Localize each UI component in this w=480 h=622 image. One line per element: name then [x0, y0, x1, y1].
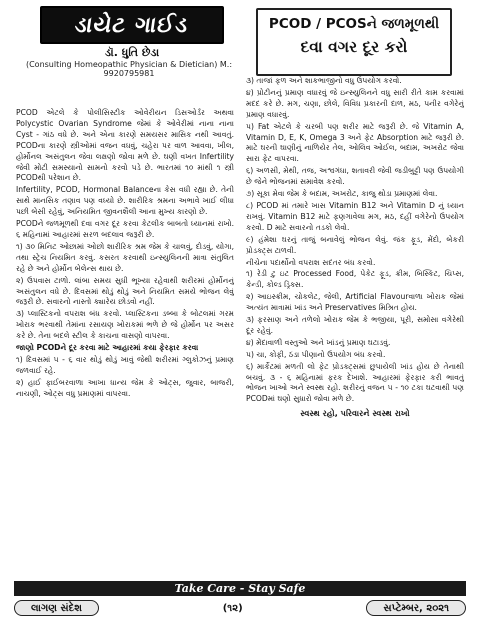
right-text-column [246, 76, 464, 574]
magazine-name: લાગણ સંદેશ [14, 600, 99, 616]
issue-date: સપ્ટેમ્બર, ૨૦૨૧ [366, 600, 466, 616]
paragraph: Infertility, PCOD, Hormonal Balanceના કેસ વધી રહ્યા છે. તેની સાથે માનસિક તણાવ પણ વધ્યો છે. શારીરિક શ્રમના અભાવે ખાઈ લીધા પછી બેસી રહેવું, અનિયમિત જીવનશૈલી આના મુખ્ય કારણો છે. [16, 185, 234, 217]
left-text-column [16, 108, 234, 578]
paragraph: ૯) હંમેશા ઘરનું તાજું બનાવેલું ભોજન લેવું. જંક ફૂડ, મેંદો, બેકરી પ્રોડક્ટ્સ ટાળવી. [246, 234, 464, 255]
paragraph: ૮) PCOD માં તમારે ખાસ Vitamin B12 અને Vitamin D નું ધ્યાન રાખવું. Vitamin B12 માટે ફણગાવેલા મગ, મઠ, દહીં વગેરેનો ઉપયોગ કરવો. D માટે સવારનો તડકો લેવો. [246, 200, 464, 232]
paragraph: ૧) રેડી ટુ ઇટ Processed Food, પેકેટ ફૂડ, ક્રીમ, બિસ્કિટ, ચિપ્સ, કેન્ડી, કોલ્ડ ડ્રિંક્સ. [246, 269, 464, 290]
paragraph: ૬) અળસી, મેથી, તજ, અશ્વગંધા, શતાવરી જેવી જડીબુટ્ટી પણ ઉપયોગી છે જેને ભોજનમાં સમાવેશ કરવો. [246, 166, 464, 187]
paragraph: ૨) ઉપવાસ ટાળો. લાંબા સમય સુધી ભૂખ્યા રહેવાથી શરીરમાં હોર્મોનનું અસંતુલન વધે છે. દિવસમાં થોડું થોડું અને નિયમિત સમયે ભોજન લેવું જરૂરી છે. સવારનો નાસ્તો ક્યારેય છોડવો નહીં. [16, 275, 234, 307]
diet-guide-banner [40, 6, 224, 44]
footer-slogan: Take Care - Stay Safe [174, 582, 306, 595]
paragraph: ૭) સૂકા મેવા જેમ કે બદામ, અખરોટ, કાજુ થોડા પ્રમાણમાં લેવા. [246, 189, 438, 199]
paragraph: ૫) ચા, કોફી, ઠંડા પીણાનો ઉપયોગ બંધ કરવો. [246, 349, 386, 359]
paragraph: ૨) આઇસ્ક્રીમ, ચોકલેટ, જેલી, Artificial Flavourવાળા ખોરાક જેમાં અત્યંત માત્રામાં ખાંડ અને Preservatives મિશ્રિત હોય. [246, 292, 464, 313]
paragraph: ૨) હાઈ ફાઈબરવાળા આખા ધાન્ય જેમ કે ઓટ્સ, જુવાર, બાજરી, નાચણી, ઓટ્સ વધુ પ્રમાણમાં વાપરવા. [16, 377, 234, 398]
paragraph: ૪) પ્રોટીનનું પ્રમાણ વધારવું જે ઇન્સ્યુલિનને વધુ સારી રીતે કામ કરવામાં મદદ કરે છે. મગ, ચણા, છોલે, વિવિધ પ્રકારની દાળ, મઠ, પનીર વગેરેનું પ્રમાણ વધારવું. [246, 87, 464, 119]
paragraph: ૧) દિવસમાં ૫ - ૬ વાર થોડું થોડું ખાવું જેથી શરીરમાં ગ્લુકોઝનું પ્રમાણ જળવાઈ રહે. [16, 354, 234, 375]
article-title-box [256, 8, 452, 76]
footer-slogan-band [14, 581, 466, 596]
paragraph: ૧) ૩૦ મિનિટ ઓછામાં ઓછો શારીરિક શ્રમ જેમ કે ચાલવું, દોડવું, યોગા, તથા સ્ટ્રેચ નિયમિત કરવું. કસરત કરવાથી ઇન્સ્યુલિનની માત્રા સંતુલિત રહે છે અને હોર્મોન બેલેન્સ થાય છે. [16, 241, 234, 273]
paragraph: ૩) પ્લાસ્ટિકનો વપરાશ બંધ કરવો. પ્લાસ્ટિકના ડબ્બા કે બોટલમાં ગરમ ખોરાક ભરવાથી તેમાંના રસાયણ ખોરાકમાં ભળે છે જે હોર્મોન પર અસર કરે છે. તેના બદલે સ્ટીલ કે કાચના વાસણો વાપરવા. [16, 309, 234, 341]
page-footer [14, 599, 466, 617]
paragraph: PCODને જળમૂળથી દવા વગર દૂર કરવા કેટલીક બાબતો ધ્યાનમાં રાખો. ૬ મહિનામાં આહારમાં સરળ બદલાવ જરૂરી છે. [16, 219, 234, 239]
article-title-line1: PCOD / PCOSને જળમૂળથી [268, 16, 440, 32]
paragraph: નીચેના પદાર્થોનો વપરાશ સદંતર બંધ કરવો. [246, 257, 376, 267]
article-title-line2: દવા વગર દૂર કરો [300, 38, 408, 56]
section-heading: જાણો PCODને દૂર કરવા માટે આહારમાં કયા ફેરફાર કરવા [16, 343, 199, 353]
paragraph: ૫) Fat એટલે કે ચરબી પણ શરીર માટે જરૂરી છે. જે Vitamin A, Vitamin D, E, K, Omega 3 અને ફેટ Absorption માટે જરૂરી છે. માટે ઘરની ઘાણીનું નાળિયેર તેલ, ઓલિવ ઓઈલ, બદામ, અખરોટ જેવા સારા ફેટ વાપરવા. [246, 121, 464, 164]
author-name: ડૉ. ધુતિ છેડા [104, 46, 160, 59]
paragraph: PCOD એટલે કે પોલીસિસ્ટીક ઓવેરીયન ડિસઓર્ડર અથવા Polycystic Ovarian Syndrome જેમાં કે ઓવેરીમાં નાના નાના Cyst - ગાંઠ વધે છે. અને એના કારણે સમયસર માસિક નથી આવતું. PCODના કારણે સ્ત્રીઓમાં વજન વધવું, ચહેરા પર વાળ આવવા, ખીલ, હોર્મોનલ અસંતુલન જેવા લક્ષણો જોવા મળે છે. ઘણી વખત Infertility જેવી મોટી સમસ્યાનો સામનો કરવો પડે છે. ભારતમાં ૧૦ માંથી ૧ સ્ત્રી PCODથી પરેશાન છે. [16, 108, 234, 183]
paragraph: ૩) ફરસાણ અને તળેલો ખોરાક જેમ કે ભજીયા, પૂરી, સમોસા વગેરેથી દૂર રહેવું. [246, 315, 464, 335]
author-qualification: (Consulting Homeopathic Physician & Dietician) M.: 9920795981 [25, 60, 233, 78]
paragraph: ૩) તાજાં ફળ અને શાકભાજીનો વધુ ઉપયોગ કરવો. [246, 76, 402, 85]
paragraph: ૬) માર્કેટમાં મળતી લો ફેટ પ્રોડક્ટ્સમાં છુપાયેલી ખાંડ હોય છે તેનાથી બચવું. ૩ - ૬ મહિનામાં ફરક દેખાશે. આહારમાં ફેરફાર કરી ભાવતું ભોજન ખાઓ અને સ્વસ્થ રહો. શરીરનું વજન ૫ - ૧૦ ટકા ઘટવાથી પણ PCODમાં ઘણો સુધારો જોવા મળે છે. [246, 361, 464, 404]
paragraph: ૪) મેંદાવાળી વસ્તુઓ અને ખાંડનું પ્રમાણ ઘટાડવું. [246, 337, 391, 347]
banner-text: ડાયેટ ગાઈડ [73, 12, 191, 38]
closing-tagline: સ્વસ્થ રહો, પરિવારને સ્વસ્થ રાખો [300, 408, 410, 419]
page-number: (૧૨) [222, 602, 243, 614]
